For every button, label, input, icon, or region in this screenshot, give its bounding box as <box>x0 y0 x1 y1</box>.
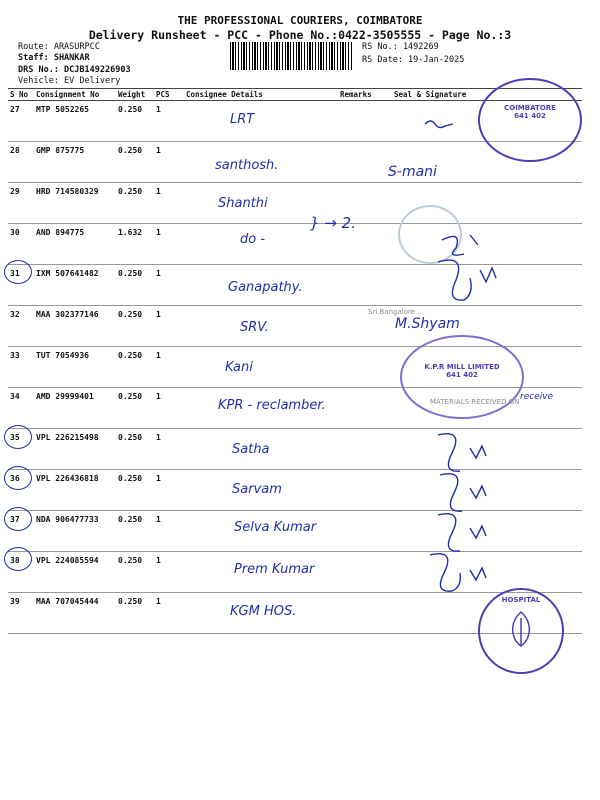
handwritten-consignee: KPR - reclamber. <box>218 398 326 413</box>
cell-weight: 0.250 <box>116 388 154 429</box>
cell-weight: 1.632 <box>116 224 154 265</box>
cell-consignment: VPL 226215498 <box>34 429 116 470</box>
cell-consignment: MTP 5052265 <box>34 101 116 142</box>
cell-pcs: 1 <box>154 306 184 347</box>
cell-weight: 0.250 <box>116 429 154 470</box>
cell-sno: 38 <box>8 552 34 593</box>
cell-sno: 27 <box>8 101 34 142</box>
stamp-coimbatore-line1: COIMBATORE <box>504 104 556 112</box>
cell-pcs: 1 <box>154 552 184 593</box>
signature-30 <box>442 235 478 255</box>
stamp-kpr-text: K.P.R MILL LIMITED <box>424 363 500 371</box>
faded-text-2: MATERIALS RECEIVED ON <box>430 398 520 406</box>
rs-date-label: RS Date: 19-Jan-2025 <box>362 55 465 65</box>
cell-sno: 33 <box>8 347 34 388</box>
stamp-kpr-sub: 641 402 <box>446 371 478 379</box>
cell-consignment: MAA 707045444 <box>34 593 116 634</box>
cell-pcs: 1 <box>154 429 184 470</box>
handwritten-consignee: SRV. <box>240 320 269 335</box>
col-consignment: Consignment No <box>34 89 116 101</box>
col-sno: S No <box>8 89 34 101</box>
cell-sno: 34 <box>8 388 34 429</box>
signature-38 <box>430 554 486 591</box>
cell-consignment: NDA 906477733 <box>34 511 116 552</box>
cell-pcs: 1 <box>154 511 184 552</box>
title-line-2: Delivery Runsheet - PCC - Phone No.:0422-3505555 - Page No.:3 <box>88 28 512 42</box>
cell-consignment: HRD 714580329 <box>34 183 116 224</box>
handwritten-consignee: Ganapathy. <box>228 280 303 295</box>
cell-weight: 0.250 <box>116 101 154 142</box>
cell-consignment: VPL 224085594 <box>34 552 116 593</box>
cell-consignment: GMP 875775 <box>34 142 116 183</box>
handwritten-consignee: santhosh. <box>215 158 279 173</box>
col-consignee: Consignee Details <box>184 89 338 101</box>
signature-37 <box>438 514 486 551</box>
cell-sno: 35 <box>8 429 34 470</box>
handwritten-consignee: Kani <box>225 360 253 375</box>
cell-consignment: TUT 7054936 <box>34 347 116 388</box>
cell-pcs: 1 <box>154 265 184 306</box>
rs-no-label: RS No.: 1492269 <box>362 42 439 52</box>
cell-consignment: AND 894775 <box>34 224 116 265</box>
vehicle-label: Vehicle: EV Delivery <box>18 76 121 86</box>
handwritten-consignee: Satha <box>232 442 270 457</box>
cell-sno: 28 <box>8 142 34 183</box>
cell-weight: 0.250 <box>116 306 154 347</box>
cell-sno: 31 <box>8 265 34 306</box>
handwritten-consignee: Shanthi <box>218 196 268 211</box>
bracket-note: } → 2. <box>310 214 356 232</box>
cell-weight: 0.250 <box>116 470 154 511</box>
signature-row-32: M.Shyam <box>395 316 460 332</box>
cell-weight: 0.250 <box>116 552 154 593</box>
cell-pcs: 1 <box>154 388 184 429</box>
col-pcs: PCS <box>154 89 184 101</box>
signature-36 <box>440 474 486 511</box>
cell-consignment: IXM 507641482 <box>34 265 116 306</box>
col-seal: Seal & Signature <box>392 89 582 101</box>
handwritten-consignee: KGM HOS. <box>230 604 297 619</box>
signature-27 <box>425 121 453 128</box>
staff-label: Staff: SHANKAR <box>18 53 90 63</box>
handwritten-consignee: Selva Kumar <box>234 520 317 535</box>
handwritten-consignee: do - <box>240 232 266 247</box>
faded-text-1: Sri Bangalore... <box>368 308 422 316</box>
cell-sno: 29 <box>8 183 34 224</box>
cell-sno: 32 <box>8 306 34 347</box>
cell-weight: 0.250 <box>116 593 154 634</box>
cell-sno: 39 <box>8 593 34 634</box>
signature-31 <box>438 260 496 300</box>
cell-pcs: 1 <box>154 183 184 224</box>
cell-pcs: 1 <box>154 470 184 511</box>
cell-pcs: 1 <box>154 347 184 388</box>
cell-sno: 30 <box>8 224 34 265</box>
cell-weight: 0.250 <box>116 183 154 224</box>
route-label: Route: ARASURPCC <box>18 42 100 52</box>
cell-pcs: 1 <box>154 593 184 634</box>
drs-label: DRS No.: DCJB149226903 <box>18 65 131 75</box>
signature-row-28: S-mani <box>388 164 437 180</box>
col-remarks: Remarks <box>338 89 392 101</box>
cell-consignment: MAA 302377146 <box>34 306 116 347</box>
cell-sno: 36 <box>8 470 34 511</box>
cell-pcs: 1 <box>154 224 184 265</box>
cell-sno: 37 <box>8 511 34 552</box>
cell-pcs: 1 <box>154 142 184 183</box>
cell-weight: 0.250 <box>116 347 154 388</box>
handwritten-consignee: LRT <box>230 112 255 127</box>
stamp-coimbatore-line2: 641 402 <box>514 112 546 120</box>
cell-pcs: 1 <box>154 101 184 142</box>
handwritten-consignee: Sarvam <box>232 482 282 497</box>
receive-note: receive <box>520 392 554 402</box>
signature-35 <box>438 434 486 471</box>
cell-consignment: AMD 29999401 <box>34 388 116 429</box>
cell-consignment: VPL 226436818 <box>34 470 116 511</box>
stamp-hospital-text: HOSPITAL <box>501 596 541 604</box>
col-weight: Weight <box>116 89 154 101</box>
cell-weight: 0.250 <box>116 142 154 183</box>
cell-weight: 0.250 <box>116 511 154 552</box>
handwritten-consignee: Prem Kumar <box>234 562 315 577</box>
title-line-1: THE PROFESSIONAL COURIERS, COIMBATORE <box>177 14 423 27</box>
cell-weight: 0.250 <box>116 265 154 306</box>
